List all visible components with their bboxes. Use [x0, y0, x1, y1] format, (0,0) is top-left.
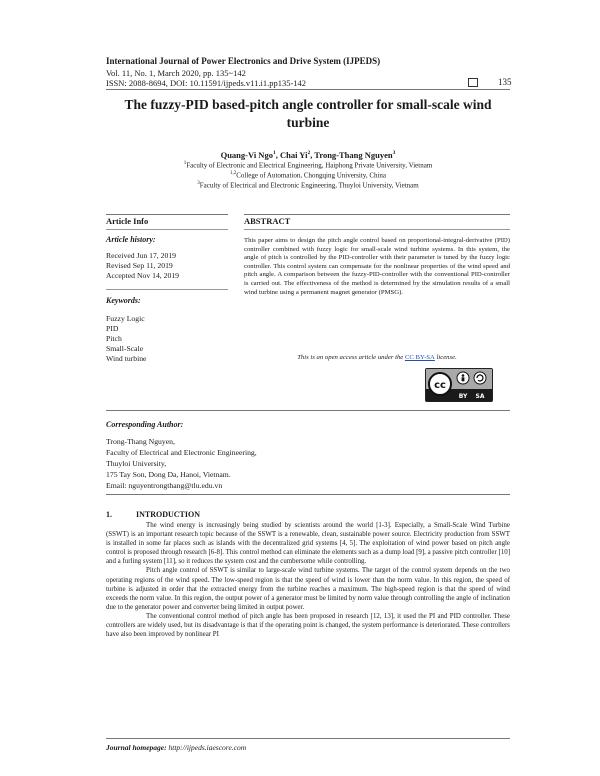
affiliation-text: College of Automation, Chongqing University, China — [236, 171, 387, 180]
corresponding-email: Email: nguyentrongthang@tlu.edu.vn — [106, 481, 223, 490]
corresponding-bottom-rule — [106, 494, 510, 495]
affiliation-sup: 1,2 — [229, 171, 237, 176]
author-list — [106, 150, 510, 160]
license-link[interactable]: CC BY-SA — [404, 354, 435, 361]
corresponding-line: Thuyloi University, — [106, 459, 167, 468]
open-access-note — [244, 354, 510, 361]
open-access-prefix: This is an open access article under the — [297, 354, 405, 361]
author-name: Chai Yi — [279, 150, 308, 160]
author-name: Quang-Vi Ngo — [220, 150, 273, 160]
corresponding-line: Trong-Thang Nguyen, — [106, 437, 175, 446]
journal-homepage: Journal homepage: http://ijpeds.iaescore.com — [106, 743, 247, 752]
cc-badge-graphic — [426, 369, 492, 401]
abstract-heading: ABSTRACT — [244, 216, 291, 226]
header-rule — [106, 89, 510, 90]
keyword-item: Wind turbine — [106, 354, 147, 363]
affiliation-sup: 1 — [183, 161, 187, 166]
page-number: 135 — [498, 77, 512, 87]
section-title: INTRODUCTION — [136, 510, 201, 519]
section-number: 1. — [106, 510, 112, 519]
affiliation — [106, 181, 510, 189]
affiliation-text: Faculty of Electrical and Electronic Engineering, Thuyloi University, Vietnam — [199, 181, 419, 190]
open-access-suffix: license. — [434, 354, 457, 361]
paragraph: The wind energy is increasingly being studied by scientists around the world [1-3]. Especially, a Small-Scale Wind Turbine (SSWT) is an important research topic because of the SSWT is a renewable, clean, sustainable power source. Electricity production from SSWT is installed in some far places such as islands with the decentralized grid systems [4, 5]. The exploitation of wind power based on pitch angle control is proposed through research [6-8]. This control method can eliminate the elements such as a dump load [9], a passive pitch controller [10] and a furling system [11], so it reduces the system cost and the cumbersome while controlling. — [106, 522, 510, 566]
history-heading: Article history: — [106, 235, 156, 244]
abstract-text: This paper aims to design the pitch angle control based on proportional-integral-derivative (PID) controller combined with fuzzy logic for small-scale wind turbine systems. In this system, the angle of pitch is controlled by the PID-controller with their parameter is tuned by the fuzzy logic controller. This control system can compensate for the nonlinear properties of the wind speed and pitch angle. A comparison between the fuzzy-PID-controller with the conventional PID-controller is carried out. The effectiveness of the method is determined by the simulation results of a small wind turbine using a permanent magnet generator (PMSG). — [244, 237, 510, 296]
volume-line: Vol. 11, No. 1, March 2020, pp. 135~142 — [106, 68, 246, 78]
keywords-list — [106, 314, 146, 364]
corresponding-details — [106, 436, 257, 491]
paragraph: Pitch angle control of SSWT is similar to large-scale wind turbine systems. The target of the control system depends on the two operating regions of the wind speed. The low-speed region is that the speed of wind is lower than the norm value. In this region, the speed of turbine is adjusted in order that the extracted energy from the turbine reaches a maximum. The high-speed region is that the speed of wind exceeds the norm value. In this region, the output power of a generator must be limited by norm value through controlling the angle of inclination due to the generator power and converter being limited in output power. — [106, 567, 510, 611]
history-item: Accepted Nov 14, 2019 — [106, 271, 180, 280]
title-line-1: The fuzzy-PID based-pitch angle controller for small-scale wind — [124, 97, 492, 112]
affiliation-sup: 3 — [197, 181, 200, 186]
introduction-body — [106, 521, 510, 639]
cc-text: cc — [434, 380, 446, 391]
affiliation — [106, 161, 510, 169]
abstract-top-rule — [244, 214, 510, 215]
by-label: BY — [458, 393, 468, 400]
affiliation-text: Faculty of Electronic and Electrical Engineering, Haiphong Private University, Vietnam — [186, 161, 433, 170]
author-sup: 2 — [307, 150, 311, 157]
author-sep: , — [275, 150, 280, 160]
keyword-item: Small-Scale — [106, 344, 144, 353]
history-list — [106, 251, 179, 281]
homepage-label: Journal homepage — [106, 743, 165, 752]
sa-share-alike-icon — [474, 372, 486, 384]
sa-label: SA — [475, 393, 485, 400]
info-bottom-rule — [106, 410, 510, 411]
paragraph: The conventional control method of pitch angle has been proposed in research [12, 13], it used the PI and PID controller. These controllers are widely used, but its disadvantage is that if the operating point is changed, the system performance is deteriorated. These controllers have also been improved by nonlinear PI — [106, 612, 510, 639]
article-info-sub-rule — [106, 229, 228, 230]
title-line-2: turbine — [286, 115, 330, 130]
article-info-heading: Article Info — [106, 216, 149, 226]
abstract-sub-rule — [244, 229, 510, 230]
page-box-icon — [468, 78, 478, 87]
cc-license-badge[interactable] — [425, 368, 493, 402]
author-sup: 1 — [272, 150, 276, 157]
history-item: Received Jun 17, 2019 — [106, 251, 177, 260]
history-item: Revised Sep 11, 2019 — [106, 261, 173, 270]
corresponding-line: Faculty of Electrical and Electronic Engineering, — [106, 448, 257, 457]
keywords-rule — [106, 289, 228, 290]
article-info-top-rule — [106, 214, 228, 215]
corresponding-heading: Corresponding Author: — [106, 420, 184, 429]
author-name: Trong-Thang Nguyen — [314, 150, 393, 160]
affiliation — [106, 171, 510, 179]
keyword-item: Pitch — [106, 334, 122, 343]
journal-title: International Journal of Power Electronics and Drive System (IJPEDS) — [106, 56, 381, 66]
corresponding-line: 175 Tay Son, Dong Da, Hanoi, Vietnam. — [106, 470, 231, 479]
issn-line: ISSN: 2088-8694, DOI: 10.11591/ijpeds.v11.i1.pp135-142 — [106, 78, 307, 88]
keyword-item: PID — [106, 324, 119, 333]
author-sup: 3 — [392, 150, 396, 157]
footer-rule — [106, 738, 510, 739]
introduction-heading — [106, 510, 200, 519]
keyword-item: Fuzzy Logic — [106, 314, 145, 323]
homepage-link[interactable]: http://ijpeds.iaescore.com — [168, 743, 247, 752]
paper-title — [106, 96, 510, 132]
author-sep: , — [310, 150, 315, 160]
keywords-heading: Keywords: — [106, 296, 141, 305]
